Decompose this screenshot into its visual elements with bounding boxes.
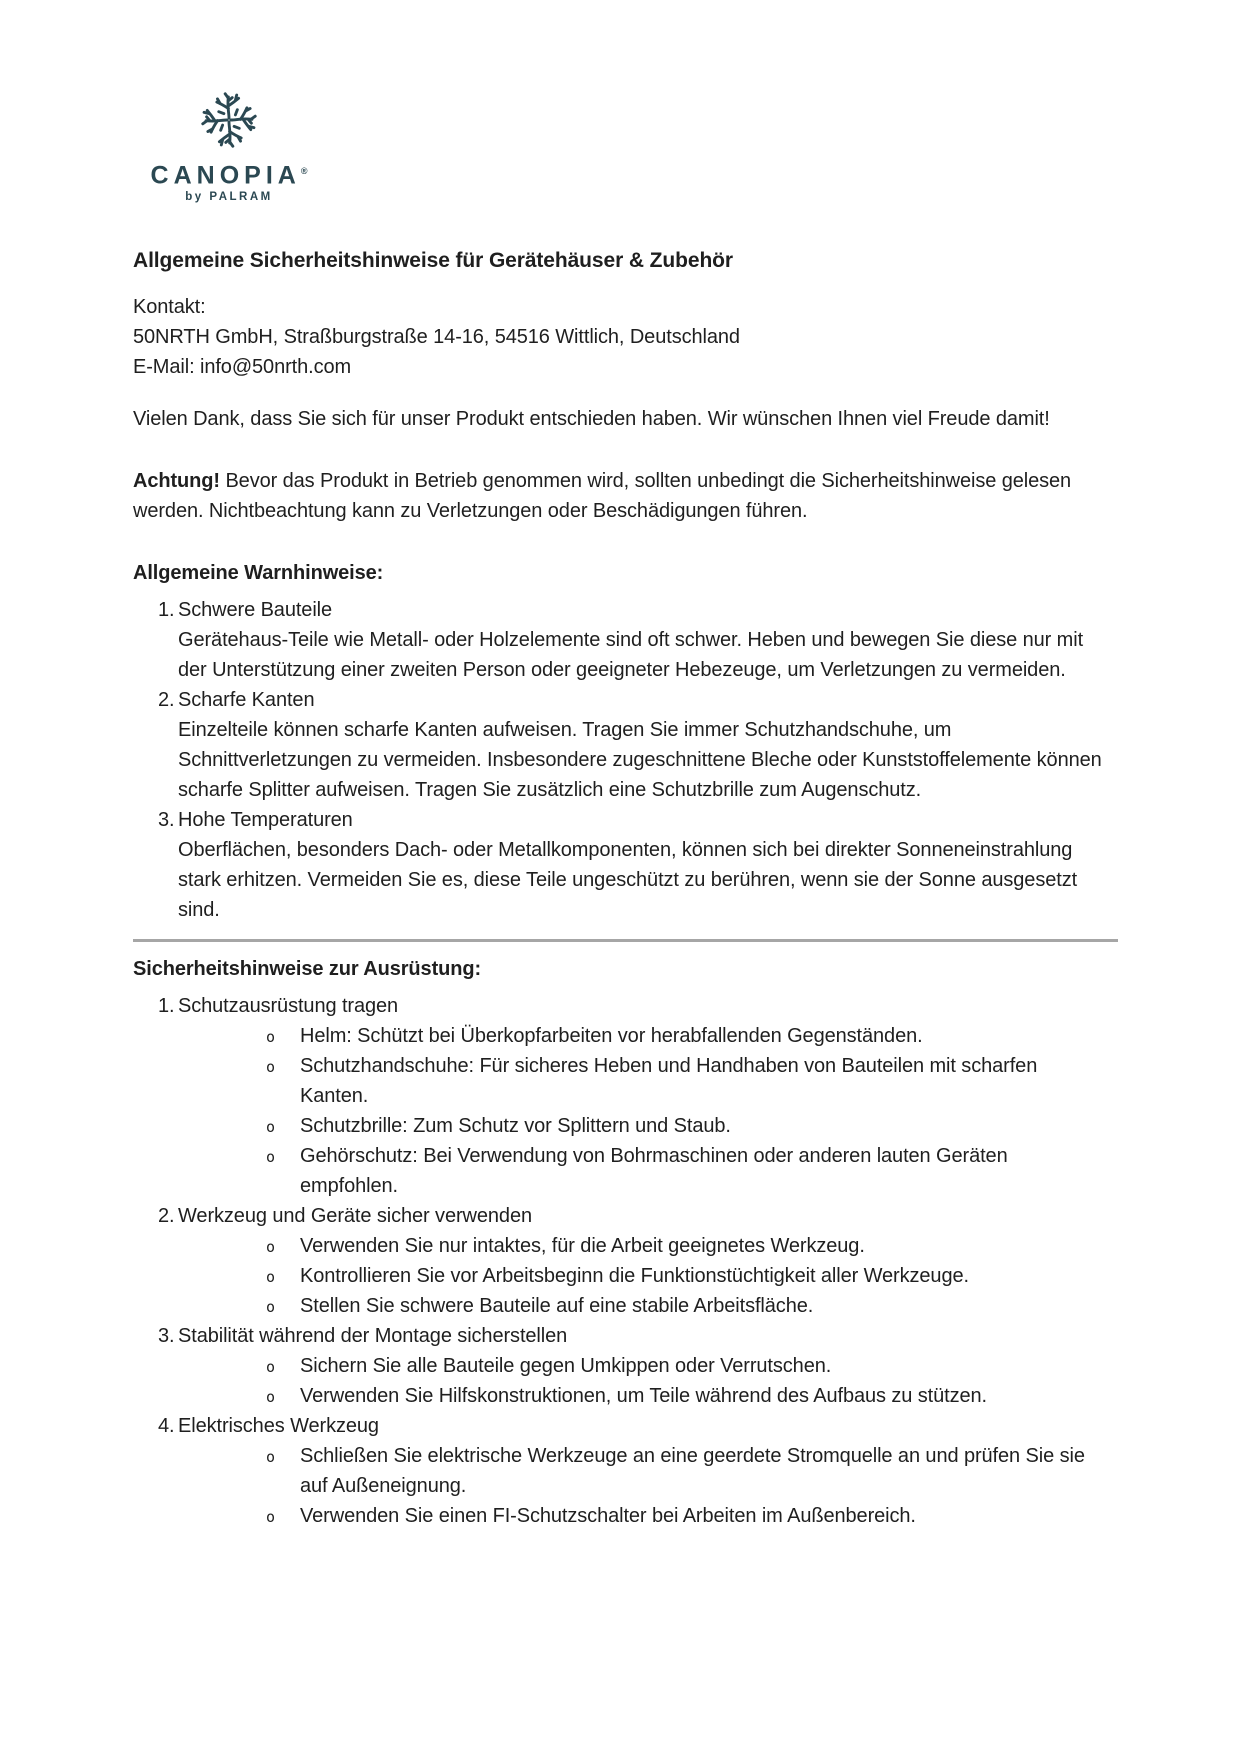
sub-list-item <box>178 1231 1108 1261</box>
sub-list-item-text: Verwenden Sie einen FI-Schutzschalter bei Arbeiten im Außenbereich. <box>300 1505 916 1528</box>
circle-bullet-icon: o <box>266 1358 275 1377</box>
sub-list-item <box>178 1111 1108 1141</box>
section-heading: Allgemeine Warnhinweise: <box>133 562 384 585</box>
sub-list-item-text: Sichern Sie alle Bauteile gegen Umkippen oder Verrutschen. <box>300 1355 832 1378</box>
sub-list-item <box>178 1351 1108 1381</box>
sub-list-item-text: Stellen Sie schwere Bauteile auf eine stabile Arbeitsfläche. <box>300 1295 814 1318</box>
circle-bullet-icon: o <box>266 1448 275 1467</box>
sub-list-item-text: Verwenden Sie Hilfskonstruktionen, um Teile während des Aufbaus zu stützen. <box>300 1385 987 1408</box>
circle-bullet-icon: o <box>266 1148 275 1167</box>
list-item-title: Werkzeug und Geräte sicher verwenden <box>178 1205 532 1228</box>
sub-list-item <box>178 1291 1108 1321</box>
sub-list-item <box>178 1261 1108 1291</box>
list-item-number: 1. <box>158 599 175 622</box>
list-item-title: Elektrisches Werkzeug <box>178 1415 379 1438</box>
sections <box>133 558 1118 1531</box>
sub-list-item-text: Gehörschutz: Bei Verwendung von Bohrmaschinen oder anderen lauten Geräten empfohlen. <box>300 1145 1008 1198</box>
contact-block <box>133 292 1118 382</box>
list-item <box>133 595 1108 685</box>
contact-address: 50NRTH GmbH, Straßburgstraße 14-16, 54516 Wittlich, Deutschland <box>133 326 740 349</box>
list-item-number: 3. <box>158 1325 175 1348</box>
numbered-list <box>133 595 1118 925</box>
brand-logo <box>149 88 309 205</box>
list-item-number: 4. <box>158 1415 175 1438</box>
list-item-title: Scharfe Kanten <box>178 689 315 712</box>
list-item-number: 2. <box>158 1205 175 1228</box>
warning-text: Bevor das Produkt in Betrieb genommen wird, sollten unbedingt die Sicherheitshinweise gelesen werden. Nichtbeachtung kann zu Verletzungen oder Beschädigungen führen. <box>133 470 1072 523</box>
circle-bullet-icon: o <box>266 1238 275 1257</box>
list-item <box>133 1321 1108 1411</box>
list-item <box>133 991 1108 1201</box>
circle-bullet-icon: o <box>266 1298 275 1317</box>
sub-list-item-text: Schutzbrille: Zum Schutz vor Splittern und Staub. <box>300 1115 731 1138</box>
brand-name: CANOPIA® <box>150 161 308 190</box>
brand-tagline: by PALRAM <box>185 191 273 204</box>
sub-list-item <box>178 1381 1108 1411</box>
sub-list-item-text: Verwenden Sie nur intaktes, für die Arbeit geeignetes Werkzeug. <box>300 1235 865 1258</box>
sub-list-item-text: Schutzhandschuhe: Für sicheres Heben und Handhaben von Bauteilen mit scharfen Kanten. <box>300 1055 1038 1108</box>
list-item-title: Schwere Bauteile <box>178 599 333 622</box>
circle-bullet-icon: o <box>266 1118 275 1137</box>
list-item-title: Hohe Temperaturen <box>178 809 353 832</box>
sub-list-item <box>178 1141 1108 1201</box>
sub-list-item <box>178 1051 1108 1111</box>
list-item-title: Schutzausrüstung tragen <box>178 995 399 1018</box>
page-title: Allgemeine Sicherheitshinweise für Gerätehäuser & Zubehör <box>133 249 733 273</box>
circle-bullet-icon: o <box>266 1058 275 1077</box>
list-item-number: 1. <box>158 995 175 1018</box>
warning-paragraph <box>133 466 1093 526</box>
circle-bullet-icon: o <box>266 1508 275 1527</box>
list-item <box>133 805 1108 925</box>
list-item-body: Einzelteile können scharfe Kanten aufweisen. Tragen Sie immer Schutzhandschuhe, um Schnittverletzungen zu vermeiden. Insbesondere zugeschnittene Bleche oder Kunststoffelemente können scharfe Splitter aufweisen. Tragen Sie zusätzlich eine Schutzbrille zum Augenschutz. <box>178 719 1102 802</box>
list-item-body: Oberflächen, besonders Dach- oder Metallkomponenten, können sich bei direkter Sonneneinstrahlung stark erhitzen. Vermeiden Sie es, diese Teile ungeschützt zu berühren, wenn sie der Sonne ausgesetzt sind. <box>178 839 1078 922</box>
circle-bullet-icon: o <box>266 1028 275 1047</box>
section-divider <box>133 939 1118 942</box>
sub-list-item <box>178 1021 1108 1051</box>
circle-bullet-icon: o <box>266 1388 275 1407</box>
list-item <box>133 685 1108 805</box>
registered-mark: ® <box>300 166 308 176</box>
sub-list-item <box>178 1441 1108 1501</box>
intro-paragraph: Vielen Dank, dass Sie sich für unser Produkt entschieden haben. Wir wünschen Ihnen viel Freude damit! <box>133 408 1050 431</box>
sub-list-item-text: Helm: Schützt bei Überkopfarbeiten vor herabfallenden Gegenständen. <box>300 1025 923 1048</box>
contact-email: E-Mail: info@50nrth.com <box>133 356 352 379</box>
circle-bullet-icon: o <box>266 1268 275 1287</box>
warning-label: Achtung! <box>133 470 220 493</box>
canopia-tree-logo-icon <box>197 88 261 152</box>
sub-list-item-text: Kontrollieren Sie vor Arbeitsbeginn die Funktionstüchtigkeit aller Werkzeuge. <box>300 1265 969 1288</box>
list-item-body: Gerätehaus-Teile wie Metall- oder Holzelemente sind oft schwer. Heben und bewegen Sie diese nur mit der Unterstützung einer zweiten Person oder geeigneter Hebezeuge, um Verletzungen zu vermeiden. <box>178 629 1084 682</box>
numbered-list <box>133 991 1118 1531</box>
list-item <box>133 1201 1108 1321</box>
section-heading: Sicherheitshinweise zur Ausrüstung: <box>133 958 482 981</box>
list-item <box>133 1411 1108 1531</box>
sub-list-item <box>178 1501 1108 1531</box>
contact-label: Kontakt: <box>133 296 206 319</box>
list-item-number: 2. <box>158 689 175 712</box>
sub-list-item-text: Schließen Sie elektrische Werkzeuge an eine geerdete Stromquelle an und prüfen Sie sie auf Außeneignung. <box>300 1445 1085 1498</box>
list-item-title: Stabilität während der Montage sicherstellen <box>178 1325 568 1348</box>
list-item-number: 3. <box>158 809 175 832</box>
